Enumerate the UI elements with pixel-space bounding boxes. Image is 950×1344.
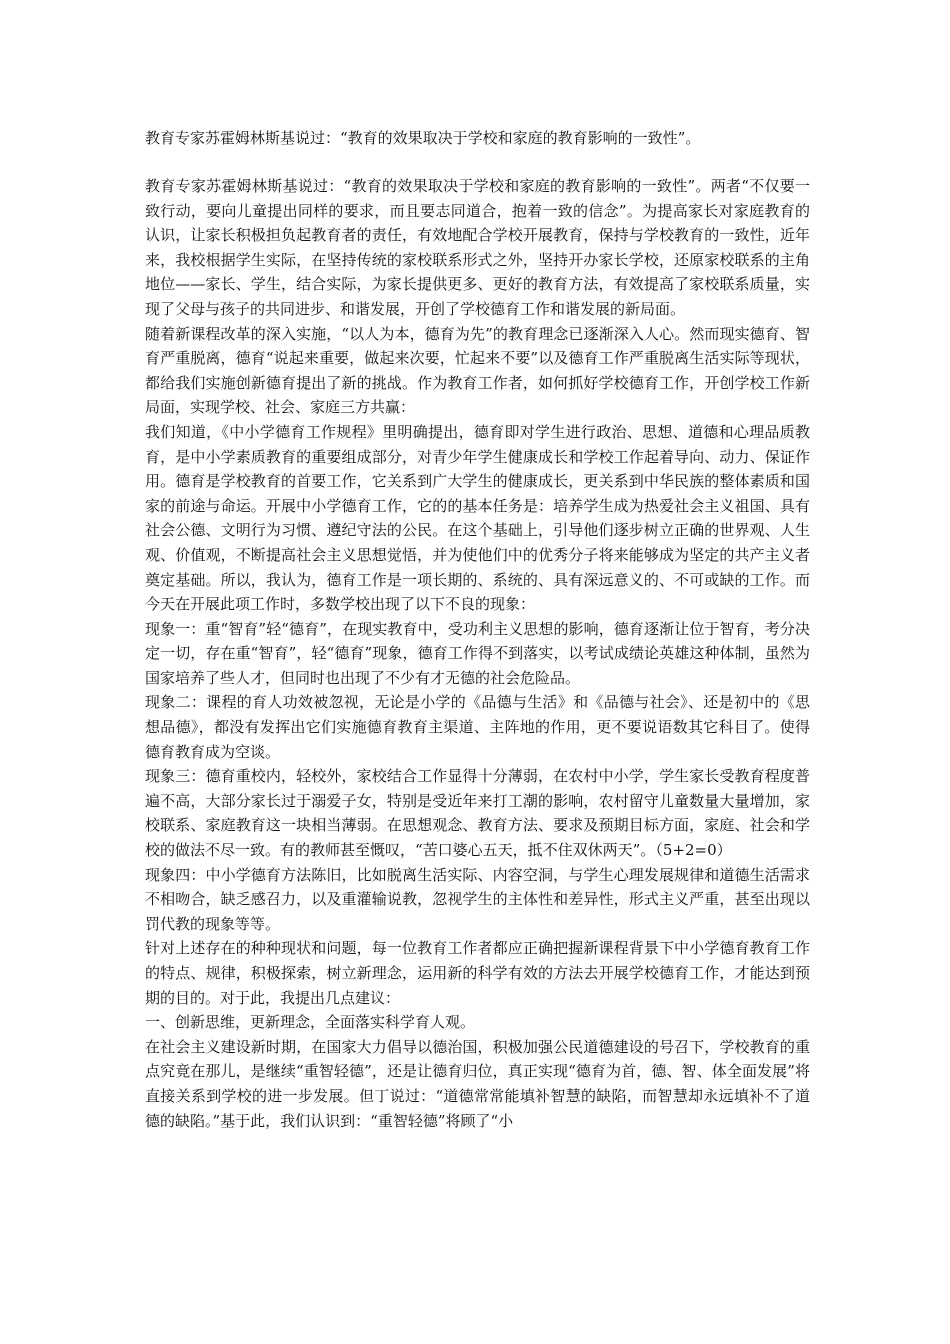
document-body [145, 174, 810, 1133]
paragraph: 现象一：重“智育”轻“德育”，在现实教育中，受功利主义思想的影响，德育逐渐让位于智育，考分决定一切，存在重“智育”，轻“德育”现象，德育工作得不到落实，以考试成绩论英雄这种体制，虽然为国家培养了些人才，但同时也出现了不少有才无德的社会危险品。 [145, 619, 810, 687]
paragraph: 现象四：中小学德育方法陈旧，比如脱离生活实际、内容空洞，与学生心理发展规律和道德生活需求不相吻合，缺乏感召力，以及重灌输说教，忽视学生的主体性和差异性，形式主义严重，甚至出现以罚代教的现象等等。 [145, 865, 810, 933]
paragraph: 现象二：课程的育人功效被忽视，无论是小学的《品德与生活》和《品德与社会》、还是初中的《思想品德》，都没有发挥出它们实施德育教育主渠道、主阵地的作用，更不要说语数其它科目了。使得德育教育成为空谈。 [145, 693, 810, 761]
paragraph: 随着新课程改革的深入实施，“以人为本，德育为先”的教育理念已逐渐深入人心。然而现实德育、智育严重脱离，德育“说起来重要，做起来次要，忙起来不要”以及德育工作严重脱离生活实际等现状，都给我们实施创新德育提出了新的挑战。作为教育工作者，如何抓好学校德育工作，开创学校工作新局面，实现学校、社会、家庭三方共赢： [145, 324, 810, 417]
paragraph: 现象三：德育重校内，轻校外，家校结合工作显得十分薄弱，在农村中小学，学生家长受教育程度普遍不高，大部分家长过于溺爱子女，特别是受近年来打工潮的影响，农村留守儿童数量大量增加，家校联系、家庭教育这一块相当薄弱。在思想观念、教育方法、要求及预期目标方面，家庭、社会和学校的做法不尽一致。有的教师甚至慨叹，“苦口婆心五天，抵不住双休两天”。（5+2=0） [145, 767, 810, 860]
paragraph: 教育专家苏霍姆林斯基说过：“教育的效果取决于学校和家庭的教育影响的一致性”。两者“不仅要一致行动，要向儿童提出同样的要求，而且要志同道合，抱着一致的信念”。为提高家长对家庭教育的认识，让家长积极担负起教育者的责任，有效地配合学校开展教育，保持与学校教育的一致性，近年来，我校根据学生实际，在坚持传统的家校联系形式之外，坚持开办家长学校，还原家校联系的主角地位——家长、学生，结合实际，为家长提供更多、更好的教育方法，有效提高了家校联系质量，实现了父母与孩子的共同进步、和谐发展，开创了学校德育工作和谐发展的新局面。 [145, 177, 810, 318]
paragraph: 针对上述存在的种种现状和问题，每一位教育工作者都应正确把握新课程背景下中小学德育教育工作的特点、规律，积极探索，树立新理念，运用新的科学有效的方法去开展学校德育工作，才能达到预期的目的。对于此，我提出几点建议： [145, 939, 810, 1007]
paragraph: 我们知道，《中小学德育工作规程》里明确提出，德育即对学生进行政治、思想、道德和心理品质教育，是中小学素质教育的重要组成部分，对青少年学生健康成长和学校工作起着导向、动力、保证作用。德育是学校教育的首要工作，它关系到广大学生的健康成长，更关系到中华民族的整体素质和国家的前途与命运。开展中小学德育工作，它的的基本任务是：培养学生成为热爱社会主义祖国、具有社会公德、文明行为习惯、遵纪守法的公民。在这个基础上，引导他们逐步树立正确的世界观、人生观、价值观，不断提高社会主义思想觉悟，并为使他们中的优秀分子将来能够成为坚定的共产主义者奠定基础。所以，我认为，德育工作是一项长期的、系统的、具有深远意义的、不可或缺的工作。而今天在开展此项工作时，多数学校出现了以下不良的现象： [145, 422, 810, 614]
document-heading: 教育专家苏霍姆林斯基说过：“教育的效果取决于学校和家庭的教育影响的一致性”。 [145, 129, 701, 147]
section-heading: 一、创新思维，更新理念，全面落实科学育人观。 [145, 1013, 476, 1032]
paragraph: 在社会主义建设新时期，在国家大力倡导以德治国，积极加强公民道德建设的号召下，学校教育的重点究竟在那儿，是继续“重智轻德”，还是让德育归位，真正实现“德育为首，德、智、体全面发展”将直接关系到学校的进一步发展。但丁说过：“道德常常能填补智慧的缺陷，而智慧却永远填补不了道德的缺陷。”基于此，我们认识到：“重智轻德”将顾了“小 [145, 1037, 810, 1130]
